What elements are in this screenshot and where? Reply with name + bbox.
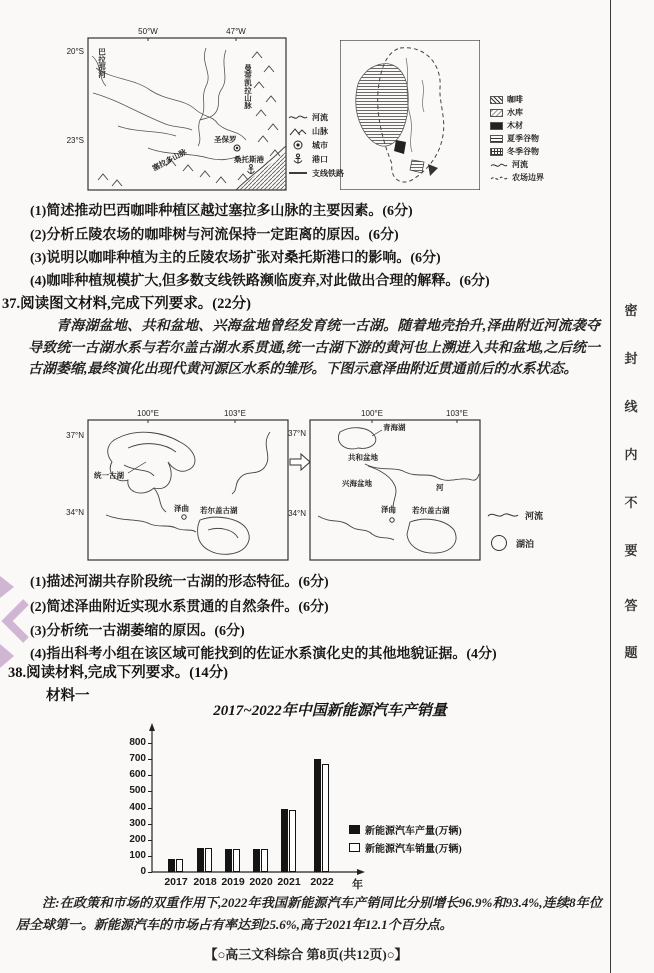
yellow-river-label: 河	[436, 483, 444, 492]
watermark-chevron-icon	[0, 572, 32, 674]
timber-swatch	[490, 122, 503, 130]
chart-title: 2017~2022年中国新能源汽车产销量	[213, 703, 447, 719]
lake-icon	[490, 534, 508, 552]
legend-label: 新能源汽车产量(万辆)	[365, 825, 462, 837]
timber-patch	[394, 140, 406, 154]
boundary-icon	[490, 174, 508, 182]
production-swatch	[349, 825, 360, 834]
legend-item	[288, 124, 344, 138]
zequ-symbol	[182, 515, 186, 519]
x-tick-label: 2019	[221, 876, 245, 888]
legend-label: 夏季谷物	[507, 134, 539, 143]
y-tick-label: 600	[129, 769, 146, 781]
legend-label: 咖啡	[507, 95, 523, 104]
y-tick-mark	[148, 824, 152, 825]
lon-tick: 100°E	[137, 409, 159, 418]
y-tick-label: 700	[129, 753, 146, 765]
coffee-swatch	[490, 96, 503, 104]
legend-label: 支线铁路	[312, 168, 344, 178]
zoige-lake-label: 若尔盖古湖	[412, 506, 450, 515]
y-tick-mark	[148, 872, 152, 873]
q37-intro-paragraph: 青海湖盆地、共和盆地、兴海盆地曾经发育统一古湖。随着地壳抬升,泽曲附近河流袭夺导致统一古湖水系与若尔盖古湖水系贯通,统一古湖下游的黄河也上溯进入共和盆地,之后统一古湖萎缩,最终演化出现代黄河源区水系的雏形。下图示意泽曲附近贯通前后的水系状态。	[28, 319, 600, 377]
y-tick-mark	[148, 743, 152, 744]
sales-swatch	[349, 843, 360, 852]
bar-production-2022	[314, 759, 321, 872]
lat-tick: 37°N	[288, 429, 306, 438]
anchor-icon	[248, 165, 255, 174]
bar-sales-2020	[261, 849, 268, 872]
legend-label: 港口	[312, 154, 328, 164]
seal-char: 不	[624, 495, 638, 510]
page-footer: 【○高三文科综合 第8页(共12页)○】	[204, 947, 408, 962]
y-tick-label: 0	[140, 866, 146, 877]
y-tick-mark	[148, 840, 152, 841]
cerrado-range-label: 塞拉多山脉	[150, 147, 189, 173]
lat-tick: 34°N	[66, 508, 84, 517]
x-tick-label: 2020	[249, 876, 273, 888]
lat-tick: 20°S	[66, 47, 84, 56]
x-axis-unit: 年	[352, 879, 363, 891]
y-tick-mark	[148, 775, 152, 776]
bar-production-2020	[253, 849, 260, 872]
y-tick-mark	[148, 856, 152, 857]
lon-tick: 100°E	[361, 409, 383, 418]
transition-arrow-icon	[289, 452, 311, 472]
legend-label: 山脉	[312, 126, 328, 136]
x-tick-label: 2017	[164, 876, 188, 888]
small-patch	[428, 164, 438, 176]
legend-item	[490, 158, 544, 171]
legend-label: 湖泊	[516, 538, 535, 549]
y-tick-label: 300	[129, 817, 146, 829]
santos-port-label: 桑托斯港	[234, 155, 264, 164]
q37-heading: 37.阅读图文材料,完成下列要求。(22分)	[2, 296, 251, 312]
chart-legend-production	[349, 822, 462, 836]
legend-label: 河流	[525, 510, 544, 521]
bar-sales-2019	[233, 849, 240, 872]
note-text: 注:在政策和市场的双重作用下,2022年我国新能源汽车产销同比分别增长96.9%和93.4%,连续8年位居全球第一。新能源汽车的市场占有率达到25.6%,高于2021年12.1个百分点。	[16, 895, 602, 932]
zequ-symbol	[390, 518, 394, 522]
qinghai-lake-label: 青海湖	[383, 423, 406, 432]
legend-item	[487, 508, 543, 522]
y-tick-label: 500	[129, 785, 146, 797]
summer-grain-swatch	[490, 135, 503, 143]
legend-item	[288, 110, 344, 124]
legend-label: 木材	[507, 121, 523, 130]
legend-label: 农场边界	[512, 173, 544, 182]
river-icon	[288, 113, 308, 121]
zoige-lake-outline	[198, 517, 250, 554]
x-tick-label: 2022	[310, 876, 334, 888]
q37-question-3: (3)分析统一古湖萎缩的原因。(6分)	[30, 624, 245, 639]
zoige-lake-label: 若尔盖古湖	[200, 506, 238, 515]
y-tick-label: 400	[129, 801, 146, 813]
bar-sales-2021	[289, 810, 296, 872]
region-map-legend	[288, 110, 344, 180]
chart-plot	[129, 733, 364, 888]
water-system-before-map	[66, 409, 288, 560]
bar-production-2019	[225, 849, 232, 872]
y-tick-mark	[148, 791, 152, 792]
bar-sales-2018	[205, 848, 212, 872]
farm-rivers	[406, 58, 424, 152]
legend-item	[288, 152, 344, 166]
seal-char: 答	[624, 598, 638, 613]
bar-production-2017	[168, 859, 175, 872]
y-tick-mark	[148, 808, 152, 809]
legend-label: 城市	[312, 140, 328, 150]
x-tick-label: 2018	[193, 876, 217, 888]
lat-tick: 37°N	[66, 431, 84, 440]
q37-question-4: (4)指出科考小组在该区域可能找到的佐证水系演化史的其他地貌证据。(4分)	[30, 647, 497, 662]
seal-char: 封	[624, 351, 638, 366]
lat-tick: 34°N	[288, 509, 306, 518]
legend-item	[490, 132, 544, 145]
mantiqueira-label: 曼蒂凯拉山脉	[243, 64, 253, 109]
legend-item	[490, 171, 544, 184]
grain-patch	[410, 160, 424, 173]
gonghe-basin-label: 共和盆地	[348, 453, 378, 462]
water-system-after-map	[288, 409, 480, 560]
bar-sales-2022	[322, 764, 329, 872]
legend-label: 水库	[507, 108, 523, 117]
lon-tick: 47°W	[226, 27, 246, 36]
legend-item	[490, 536, 534, 550]
seal-char: 密	[624, 303, 638, 318]
zequ-label: 泽曲	[381, 505, 396, 514]
sao-paulo-label: 圣保罗	[214, 135, 237, 144]
river-icon	[487, 510, 519, 520]
xinghai-basin-label: 兴海盆地	[342, 479, 372, 488]
legend-item	[490, 106, 544, 119]
seal-char: 要	[624, 543, 638, 558]
ancient-lake-outline	[108, 432, 195, 493]
brazil-coffee-map	[66, 27, 286, 190]
y-tick-label: 800	[129, 737, 146, 748]
legend-item	[288, 166, 344, 180]
y-tick-mark	[148, 759, 152, 760]
reservoir-swatch	[490, 109, 503, 117]
unified-lake-label: 统一古湖	[94, 471, 124, 480]
river-icon	[490, 161, 508, 169]
material-one-label: 材料一	[46, 688, 90, 704]
seal-line	[610, 0, 611, 973]
zequ-label: 泽曲	[174, 504, 189, 513]
qinghai-leader-line	[372, 430, 382, 436]
q38-heading: 38.阅读材料,完成下列要求。(14分)	[8, 665, 228, 681]
seal-char: 线	[624, 399, 638, 414]
q37-question-2: (2)简述泽曲附近实现水系贯通的自然条件。(6分)	[30, 600, 329, 615]
legend-item	[288, 138, 344, 152]
legend-label: 河流	[512, 160, 528, 169]
zoige-lake-outline	[407, 519, 456, 553]
hill-farm-map	[340, 40, 480, 190]
parana-river-label: 巴拉那河	[97, 48, 107, 78]
qinghai-lake-outline	[338, 428, 375, 449]
lon-tick: 103°E	[224, 409, 246, 418]
q36-question-3: (3)说明以咖啡种植为主的丘陵农场扩张对桑托斯港口的影响。(6分)	[30, 251, 441, 266]
seal-char: 内	[624, 447, 638, 462]
railway-icon	[288, 170, 308, 176]
legend-item	[490, 93, 544, 106]
legend-label: 河流	[312, 112, 328, 122]
lon-tick: 50°W	[138, 27, 158, 36]
bar-production-2021	[281, 809, 288, 872]
coffee-area	[356, 64, 408, 146]
port-anchor-icon	[288, 153, 308, 165]
rivers-after	[318, 464, 479, 540]
bar-sales-2017	[176, 859, 183, 872]
city-symbol-dot	[236, 147, 238, 149]
city-icon	[288, 140, 308, 150]
y-tick-label: 200	[129, 833, 146, 845]
seal-char: 题	[624, 645, 638, 660]
lon-tick: 103°E	[446, 409, 468, 418]
q36-question-4: (4)咖啡种植规模扩大,但多数支线铁路濒临废弃,对此做出合理的解释。(6分)	[30, 274, 490, 289]
bar-production-2018	[197, 848, 204, 872]
q36-question-2: (2)分析丘陵农场的咖啡树与河流保持一定距离的原因。(6分)	[30, 228, 399, 243]
q36-question-1: (1)简述推动巴西咖啡种植区越过塞拉多山脉的主要因素。(6分)	[30, 204, 413, 219]
farm-map-legend	[490, 93, 544, 184]
legend-item	[490, 145, 544, 158]
winter-grain-swatch	[490, 148, 503, 156]
legend-item	[490, 119, 544, 132]
legend-label: 冬季谷物	[507, 147, 539, 156]
mountain-icon	[288, 127, 308, 136]
lat-tick: 23°S	[66, 136, 84, 145]
chart-legend-sales	[349, 840, 462, 854]
legend-label: 新能源汽车销量(万辆)	[365, 843, 462, 855]
q37-question-1: (1)描述河湖共存阶段统一古湖的形态特征。(6分)	[30, 575, 329, 590]
y-tick-label: 100	[129, 849, 146, 861]
x-tick-label: 2021	[277, 876, 301, 888]
